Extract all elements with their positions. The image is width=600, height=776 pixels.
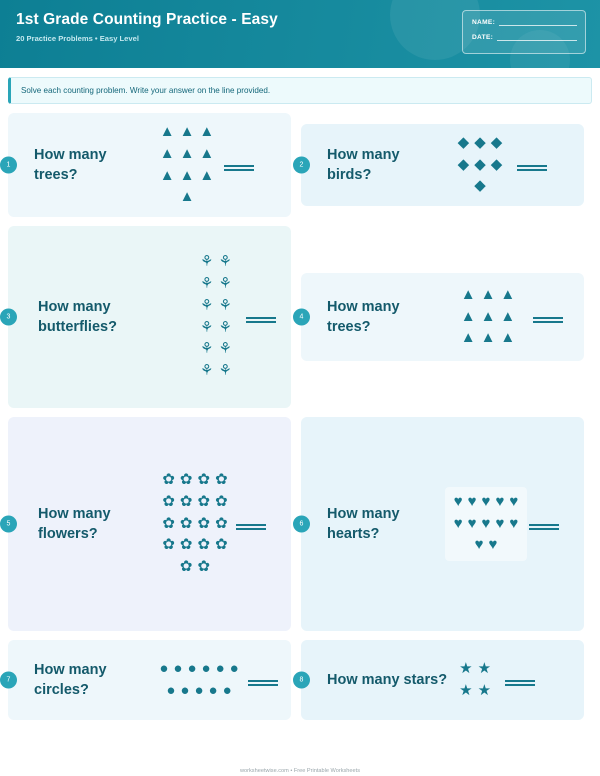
answer-line[interactable] (529, 519, 559, 530)
heart-icon: ♥ (481, 492, 491, 510)
triangle-icon: ▲ (199, 123, 215, 140)
flower-icon: ✿ (197, 558, 211, 576)
shape-group-triangle (152, 123, 222, 207)
shape-group-diamond (445, 134, 515, 196)
flower-icon: ✿ (162, 492, 175, 510)
answer-line[interactable] (248, 675, 278, 686)
triangle-icon: ▲ (179, 144, 195, 162)
butterfly-icon: ⚘ (218, 275, 232, 292)
diamond-icon: ◆ (474, 177, 486, 195)
flower-icon: ✿ (215, 471, 228, 489)
butterfly-icon: ⚘ (200, 362, 214, 379)
problem-card (301, 273, 584, 361)
problem-number: 6 (293, 516, 310, 533)
circle-icon: ● (180, 681, 190, 699)
circle-icon: ● (201, 659, 211, 677)
butterfly-icon: ⚘ (218, 318, 232, 336)
problem-number: 8 (293, 672, 310, 689)
flower-icon: ✿ (197, 471, 211, 489)
diamond-icon: ◆ (474, 155, 486, 173)
diamond-icon: ◆ (457, 155, 470, 173)
flower-icon: ✿ (197, 514, 211, 532)
butterfly-icon: ⚘ (218, 340, 232, 358)
flower-icon: ✿ (162, 536, 175, 554)
triangle-icon: ▲ (460, 285, 476, 303)
flower-icon: ✿ (215, 492, 228, 510)
heart-icon: ♥ (481, 514, 491, 532)
heart-icon: ♥ (453, 492, 463, 510)
flower-icon: ✿ (179, 536, 193, 554)
problem-question: How many butterflies? (38, 299, 117, 335)
heart-icon: ♥ (495, 492, 505, 510)
date-input-line[interactable] (497, 33, 577, 41)
name-label: NAME: (472, 19, 496, 26)
problem-question: How many hearts? (327, 506, 400, 542)
butterfly-icon: ⚘ (200, 340, 214, 358)
flower-icon: ✿ (179, 558, 193, 576)
problem-card (8, 226, 291, 408)
triangle-icon: ▲ (159, 123, 175, 140)
flower-icon: ✿ (162, 471, 175, 489)
problem-number: 4 (293, 309, 310, 326)
problem-question: How many circles? (34, 662, 107, 698)
problem-card (301, 417, 584, 631)
triangle-icon: ▲ (179, 123, 195, 140)
problem-card (8, 113, 291, 217)
instructions-banner: Solve each counting problem. Write your answer on the line provided. (8, 77, 592, 104)
butterfly-icon: ⚘ (200, 318, 214, 336)
heart-icon: ♥ (509, 492, 519, 510)
flower-icon: ✿ (179, 514, 193, 532)
flower-icon: ✿ (197, 492, 211, 510)
page-subtitle: 20 Practice Problems • Easy Level (16, 34, 139, 43)
butterfly-icon: ⚘ (200, 296, 214, 314)
flower-icon: ✿ (197, 536, 211, 554)
name-date-box (462, 10, 586, 54)
circle-icon: ● (173, 659, 183, 677)
problem-cell (8, 640, 291, 720)
triangle-icon: ▲ (199, 144, 215, 162)
problem-cell (301, 113, 584, 217)
answer-line[interactable] (224, 160, 254, 171)
star-icon: ★ (477, 681, 492, 699)
butterfly-icon: ⚘ (200, 275, 214, 292)
triangle-icon: ▲ (179, 166, 195, 184)
problem-question: How many stars? (327, 672, 448, 688)
butterfly-icon: ⚘ (218, 362, 232, 379)
triangle-icon: ▲ (460, 329, 476, 347)
star-icon: ★ (459, 659, 473, 677)
butterfly-icon: ⚘ (218, 253, 232, 271)
triangle-icon: ▲ (500, 329, 516, 347)
answer-line[interactable] (246, 312, 276, 323)
flower-icon: ✿ (215, 514, 228, 532)
problem-question: How many birds? (327, 147, 400, 183)
triangle-icon: ▲ (179, 188, 195, 206)
problem-cell (8, 226, 291, 408)
butterfly-icon: ⚘ (200, 253, 214, 271)
triangle-icon: ▲ (500, 285, 516, 303)
triangle-icon: ▲ (500, 307, 516, 325)
answer-line[interactable] (236, 519, 266, 530)
circle-icon: ● (194, 681, 204, 699)
circle-icon: ● (159, 659, 169, 677)
name-row (472, 18, 577, 26)
problem-number: 3 (0, 309, 17, 326)
problem-number: 5 (0, 516, 17, 533)
heart-icon: ♥ (495, 514, 505, 532)
triangle-icon: ▲ (199, 166, 215, 184)
worksheet-header (0, 0, 600, 68)
shape-group-flower (156, 471, 234, 577)
problem-number: 7 (0, 672, 17, 689)
shape-group-circle (152, 660, 246, 701)
circle-icon: ● (187, 659, 197, 677)
name-input-line[interactable] (499, 18, 577, 26)
triangle-icon: ▲ (159, 166, 175, 184)
answer-line[interactable] (517, 160, 547, 171)
shape-group-triangle (445, 286, 531, 348)
flower-icon: ✿ (179, 471, 193, 489)
heart-icon: ♥ (474, 536, 484, 554)
heart-icon: ♥ (467, 514, 477, 532)
flower-icon: ✿ (179, 492, 193, 510)
problem-question: How many flowers? (38, 506, 111, 542)
triangle-icon: ▲ (480, 285, 496, 303)
heart-icon: ♥ (488, 536, 498, 554)
diamond-icon: ◆ (490, 155, 503, 173)
diamond-icon: ◆ (457, 133, 470, 151)
diamond-icon: ◆ (474, 133, 486, 151)
butterfly-icon: ⚘ (218, 296, 232, 314)
problem-grid (0, 104, 600, 720)
star-icon: ★ (459, 681, 473, 699)
answer-line[interactable] (505, 675, 535, 686)
problem-cell (8, 113, 291, 217)
flower-icon: ✿ (162, 514, 175, 532)
date-row (472, 33, 577, 41)
flower-icon: ✿ (215, 536, 228, 554)
problem-question: How many trees? (34, 147, 107, 183)
problem-card (8, 417, 291, 631)
triangle-icon: ▲ (460, 307, 476, 325)
shape-group-star (447, 660, 503, 701)
circle-icon: ● (166, 681, 176, 699)
date-label: DATE: (472, 34, 494, 41)
answer-line[interactable] (533, 312, 563, 323)
problem-cell (8, 417, 291, 631)
circle-icon: ● (229, 659, 239, 677)
triangle-icon: ▲ (159, 144, 175, 162)
problem-card (301, 124, 584, 206)
problem-card (8, 640, 291, 720)
star-icon: ★ (477, 659, 492, 677)
circle-icon: ● (222, 681, 232, 699)
heart-icon: ♥ (467, 492, 477, 510)
problem-cell (301, 640, 584, 720)
footer-credit: worksheetwise.com • Free Printable Worksheets (240, 768, 360, 774)
shape-group-butterfly (188, 253, 244, 381)
problem-cell (301, 226, 584, 408)
problem-card (301, 640, 584, 720)
heart-icon: ♥ (509, 514, 519, 532)
problem-number: 2 (293, 157, 310, 174)
shape-group-heart (445, 487, 527, 561)
diamond-icon: ◆ (490, 133, 503, 151)
problem-number: 1 (0, 157, 17, 174)
heart-icon: ♥ (453, 514, 463, 532)
triangle-icon: ▲ (480, 329, 496, 347)
triangle-icon: ▲ (480, 307, 496, 325)
page-title: 1st Grade Counting Practice - Easy (16, 11, 278, 28)
problem-question: How many trees? (327, 299, 400, 335)
circle-icon: ● (215, 659, 225, 677)
problem-cell (301, 417, 584, 631)
circle-icon: ● (208, 681, 218, 699)
